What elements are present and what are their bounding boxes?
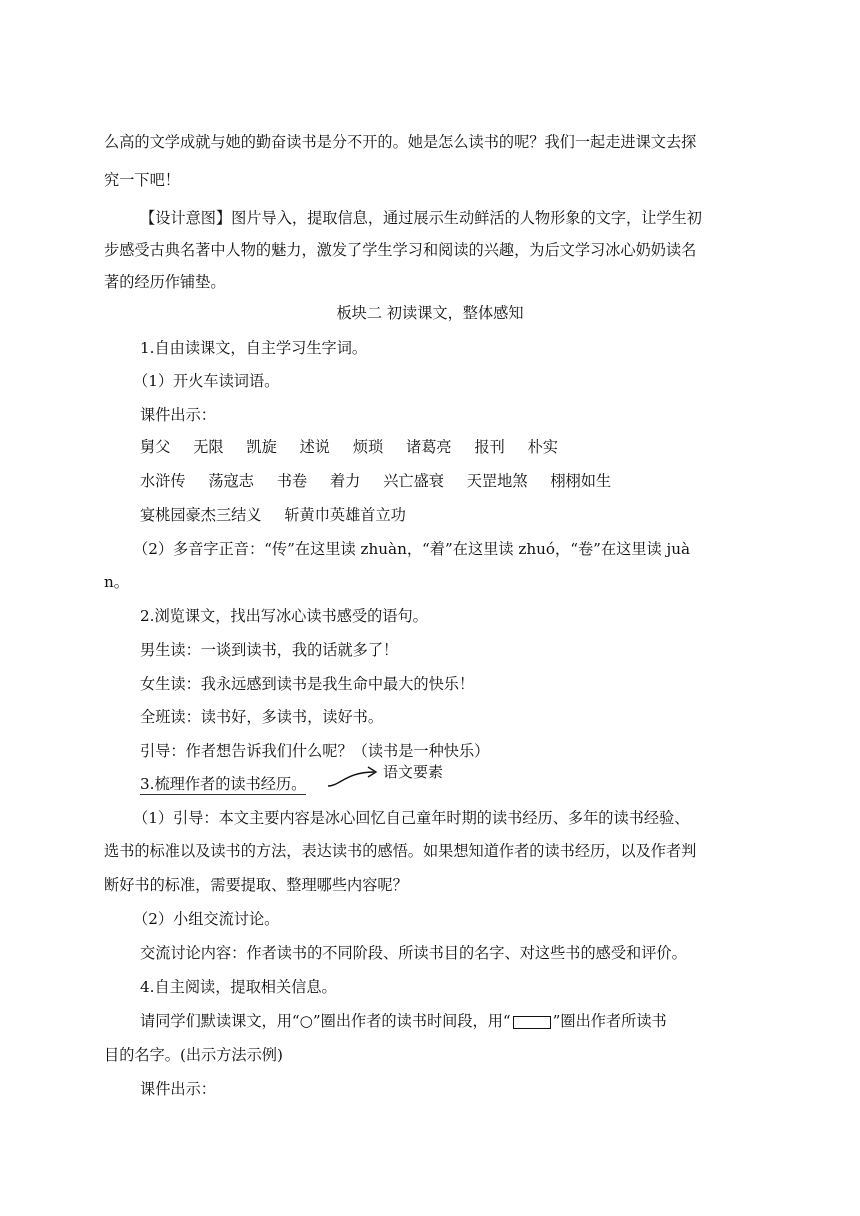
word: 舅父 (140, 438, 171, 456)
substep-continued: n。 (104, 573, 129, 591)
word: 朴实 (527, 438, 558, 456)
substep-continued: 选书的标准以及读书的方法，表达读书的感悟。如果想知道作者的读书经历，以及作者判 (104, 842, 697, 860)
word: 天罡地煞 (466, 472, 528, 490)
design-intent-line: 著的经历作铺垫。 (104, 273, 226, 291)
word: 水浒传 (140, 472, 186, 490)
instruction-line (140, 1011, 667, 1031)
word-list-row-3 (140, 505, 406, 525)
reading-line: 全班读：读书好，多读书，读好书。 (140, 708, 383, 726)
substep: （2）小组交流讨论。 (133, 910, 280, 928)
word: 书卷 (276, 472, 308, 490)
instruction-text-a: 请同学们默读课文，用“○”圈出作者的读书时间段，用“ (140, 1012, 511, 1030)
substep: （1）引导：本文主要内容是冰心回忆自己童年时期的读书经历、多年的读书经验、 (133, 809, 690, 827)
word: 诸葛亮 (406, 438, 452, 456)
word: 兴亡盛衰 (383, 472, 444, 490)
step-heading: 4.自主阅读，提取相关信息。 (140, 978, 337, 996)
paragraph-line: 么高的文学成就与她的勤奋读书是分不开的。她是怎么读书的呢？我们一起走进课文去探 (104, 133, 697, 151)
annotation-label: 语文要素 (383, 763, 444, 781)
instruction-text-b: ”圈出作者所读书 (552, 1012, 667, 1030)
reading-line: 女生读：我永远感到读书是我生命中最大的快乐！ (140, 675, 475, 693)
paragraph-line: 究一下吧！ (104, 171, 180, 189)
reading-line: 男生读：一谈到读书，我的话就多了！ (140, 641, 399, 659)
courseware-label: 课件出示： (140, 406, 216, 424)
rectangle-mark-icon (513, 1016, 551, 1029)
word: 斩黄巾英雄首立功 (284, 506, 406, 524)
curved-arrow-icon (326, 764, 384, 790)
substep-continued: 断好书的标准，需要提取、整理哪些内容呢？ (104, 876, 408, 894)
design-intent-line: 【设计意图】图片导入，提取信息，通过展示生动鲜活的人物形象的文字，让学生初 (140, 209, 702, 227)
word: 述说 (299, 438, 330, 456)
word: 栩栩如生 (550, 472, 612, 490)
word: 无限 (193, 438, 224, 456)
courseware-label: 课件出示： (140, 1080, 216, 1098)
word: 荡寇志 (208, 472, 254, 490)
word-list-row-2 (140, 471, 611, 491)
discussion-line: 交流讨论内容：作者读书的不同阶段、所读书目的名字、对这些书的感受和评价。 (140, 944, 687, 962)
word: 凯旋 (246, 438, 277, 456)
step-heading: 2.浏览课文，找出写冰心读书感受的语句。 (140, 607, 428, 625)
word: 着力 (329, 472, 361, 490)
instruction-line: 目的名字。(出示方法示例) (104, 1046, 283, 1064)
step-heading (140, 774, 306, 794)
word: 报刊 (474, 438, 505, 456)
section-title: 板块二 初读课文，整体感知 (336, 304, 524, 322)
underlined-heading: 3.梳理作者的读书经历。 (140, 775, 307, 793)
design-intent-line: 步感受古典名著中人物的魅力，激发了学生学习和阅读的兴趣，为后文学习冰心奶奶读名 (104, 241, 697, 259)
word-list-row-1 (140, 437, 558, 457)
word: 烦琐 (352, 438, 384, 456)
word: 宴桃园豪杰三结义 (140, 506, 262, 524)
step-heading: 1.自由读课文，自主学习生字词。 (140, 339, 368, 357)
substep: （2）多音字正音：“传”在这里读 zhuàn，“着”在这里读 zhuó，“卷”在这里读 juà (133, 540, 691, 558)
guide-line: 引导：作者想告诉我们什么呢？（读书是一种快乐） (140, 742, 490, 760)
substep: （1）开火车读词语。 (133, 372, 280, 390)
